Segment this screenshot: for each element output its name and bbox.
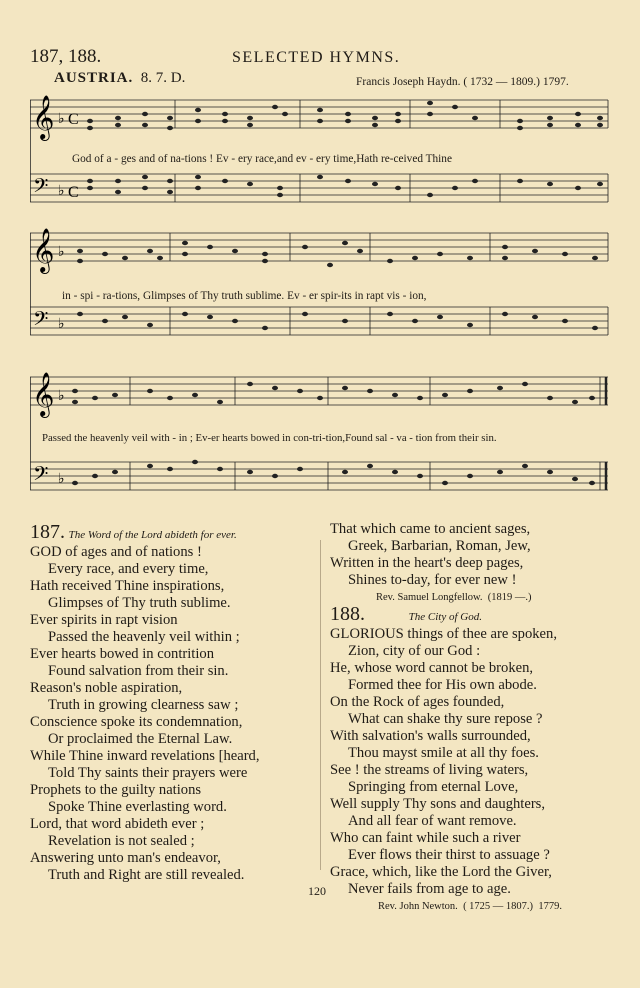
music-lyrics-line-3: Passed the heavenly veil with - in ; Ev-er hearts bowed in con-tri-tion,Found sal - va - tion from their sin. — [42, 432, 497, 444]
page-header — [0, 46, 640, 70]
hymn-188-line: Thou mayst smile at all thy foes. — [348, 745, 539, 761]
svg-text:𝄢: 𝄢 — [33, 174, 49, 202]
hymn-188-line: With salvation's walls surrounded, — [330, 728, 531, 744]
hymn-188-line: Zion, city of our God : — [348, 643, 481, 659]
hymn-187-line: Passed the heavenly veil within ; — [48, 629, 240, 645]
hymn-187-line: Hath received Thine inspirations, — [30, 578, 225, 594]
hymn-187-cont-line: That which came to ancient sages, — [330, 521, 531, 537]
hymn-188-line: See ! the streams of living waters, — [330, 762, 529, 778]
composition-year: 1797. — [542, 76, 569, 88]
hymn-188-line: Grace, which, like the Lord the Giver, — [330, 864, 552, 880]
svg-text:𝄞: 𝄞 — [32, 228, 55, 272]
hymn-188-line: He, whose word cannot be broken, — [330, 660, 534, 676]
hymn-187-line: Found salvation from their sin. — [48, 663, 229, 679]
music-lyrics-line-2: in - spi - ra-tions, Glimpses of Thy truth sublime. Ev - er spir-its in rapt vis - ion, — [62, 290, 427, 302]
svg-text:𝄞: 𝄞 — [32, 95, 55, 139]
hymn-188-column — [330, 521, 620, 915]
svg-text:♭: ♭ — [58, 245, 65, 260]
hymn-188-line: GLORIOUS things of thee are spoken, — [330, 626, 557, 642]
svg-text:𝄢: 𝄢 — [33, 307, 49, 335]
section-title: SELECTED HYMNS. — [232, 49, 401, 66]
hymn-187-heading — [30, 521, 320, 544]
hymn-187-line: Answering unto man's endeavor, — [30, 850, 221, 866]
hymn-187-line: Or proclaimed the Eternal Law. — [48, 731, 233, 747]
svg-text:C: C — [68, 111, 79, 128]
hymn-188-author-dates: ( 1725 — 1807.) — [463, 901, 534, 912]
composer-name: Francis Joseph Haydn. — [356, 76, 461, 88]
composer-line — [356, 76, 569, 88]
hymn-187-line: Spoke Thine everlasting word. — [48, 799, 227, 815]
hymn-187-line: Every race, and every time, — [48, 561, 209, 577]
svg-text:♭: ♭ — [58, 184, 65, 199]
svg-text:C: C — [68, 184, 79, 201]
hymn-188-line: And all fear of want remove. — [348, 813, 517, 829]
hymn-187-line: Lord, that word abideth ever ; — [30, 816, 205, 832]
hymn-188-year: 1779. — [538, 901, 562, 912]
hymn-187-line: Reason's noble aspiration, — [30, 680, 183, 696]
hymn-187-number: 187. — [30, 521, 65, 543]
hymn-188-line: Never fails from age to age. — [348, 881, 511, 897]
hymn-187-cont-line: Greek, Barbarian, Roman, Jew, — [348, 538, 531, 554]
hymn-187-line: Glimpses of Thy truth sublime. — [48, 595, 231, 611]
tune-meter: 8. 7. D. — [140, 70, 186, 86]
hymn-187-cont-line: Written in the heart's deep pages, — [330, 555, 524, 571]
hymn-187-subtitle: The Word of the Lord abideth for ever. — [68, 529, 237, 541]
page-number: 120 — [308, 884, 326, 898]
hymn-187-line: Revelation is not sealed ; — [48, 833, 195, 849]
hymn-188-line: What can shake thy sure repose ? — [348, 711, 543, 727]
hymn-188-heading — [330, 603, 620, 626]
svg-text:♭: ♭ — [58, 112, 65, 127]
hymn-187-author-dates: (1819 —.) — [487, 592, 532, 603]
hymn-188-line: Ever flows their thirst to assuage ? — [348, 847, 550, 863]
hymn-187-line: GOD of ages and of nations ! — [30, 544, 202, 560]
hymn-187-attribution — [330, 589, 620, 606]
hymn-188-line: On the Rock of ages founded, — [330, 694, 505, 710]
hymn-187-cont-line: Shines to-day, for ever new ! — [348, 572, 517, 588]
hymn-188-number: 188. — [330, 603, 365, 625]
hymn-188-line: Formed thee for His own abode. — [348, 677, 537, 693]
svg-text:𝄢: 𝄢 — [33, 462, 49, 490]
svg-text:♭: ♭ — [58, 389, 65, 404]
hymn-numbers: 187, 188. — [30, 46, 102, 67]
hymn-188-attribution — [330, 898, 620, 915]
tune-heading — [54, 70, 185, 87]
hymn-187-line: Ever spirits in rapt vision — [30, 612, 178, 628]
column-divider — [320, 540, 321, 870]
hymn-188-line: Well supply Thy sons and daughters, — [330, 796, 546, 812]
hymn-187-line: Ever hearts bowed in contrition — [30, 646, 214, 662]
hymn-187-line: Truth in growing clearness saw ; — [48, 697, 239, 713]
hymn-187-author: Rev. Samuel Longfellow. — [376, 592, 483, 603]
tune-name: AUSTRIA. — [54, 70, 134, 86]
hymn-187-line: Prophets to the guilty nations — [30, 782, 202, 798]
hymn-188-author: Rev. John Newton. — [378, 901, 458, 912]
hymn-187-line: While Thine inward revelations [heard, — [30, 748, 260, 764]
composer-dates: ( 1732 — 1809.) — [463, 76, 540, 88]
music-lyrics-line-1: God of a - ges and of na-tions ! Ev - ery race,and ev - ery time,Hath re-ceived Thine — [72, 153, 452, 165]
hymn-187-line: Truth and Right are still revealed. — [48, 867, 245, 883]
svg-text:♭: ♭ — [58, 317, 65, 332]
hymn-187-line: Conscience spoke its condemnation, — [30, 714, 243, 730]
hymn-187-line: Told Thy saints their prayers were — [48, 765, 248, 781]
hymn-188-line: Who can faint while such a river — [330, 830, 521, 846]
svg-text:𝄞: 𝄞 — [32, 372, 55, 416]
hymn-187-column — [30, 521, 320, 884]
hymn-188-line: Springing from eternal Love, — [348, 779, 519, 795]
hymn-188-subtitle: The City of God. — [408, 611, 482, 623]
svg-text:♭: ♭ — [58, 472, 65, 487]
